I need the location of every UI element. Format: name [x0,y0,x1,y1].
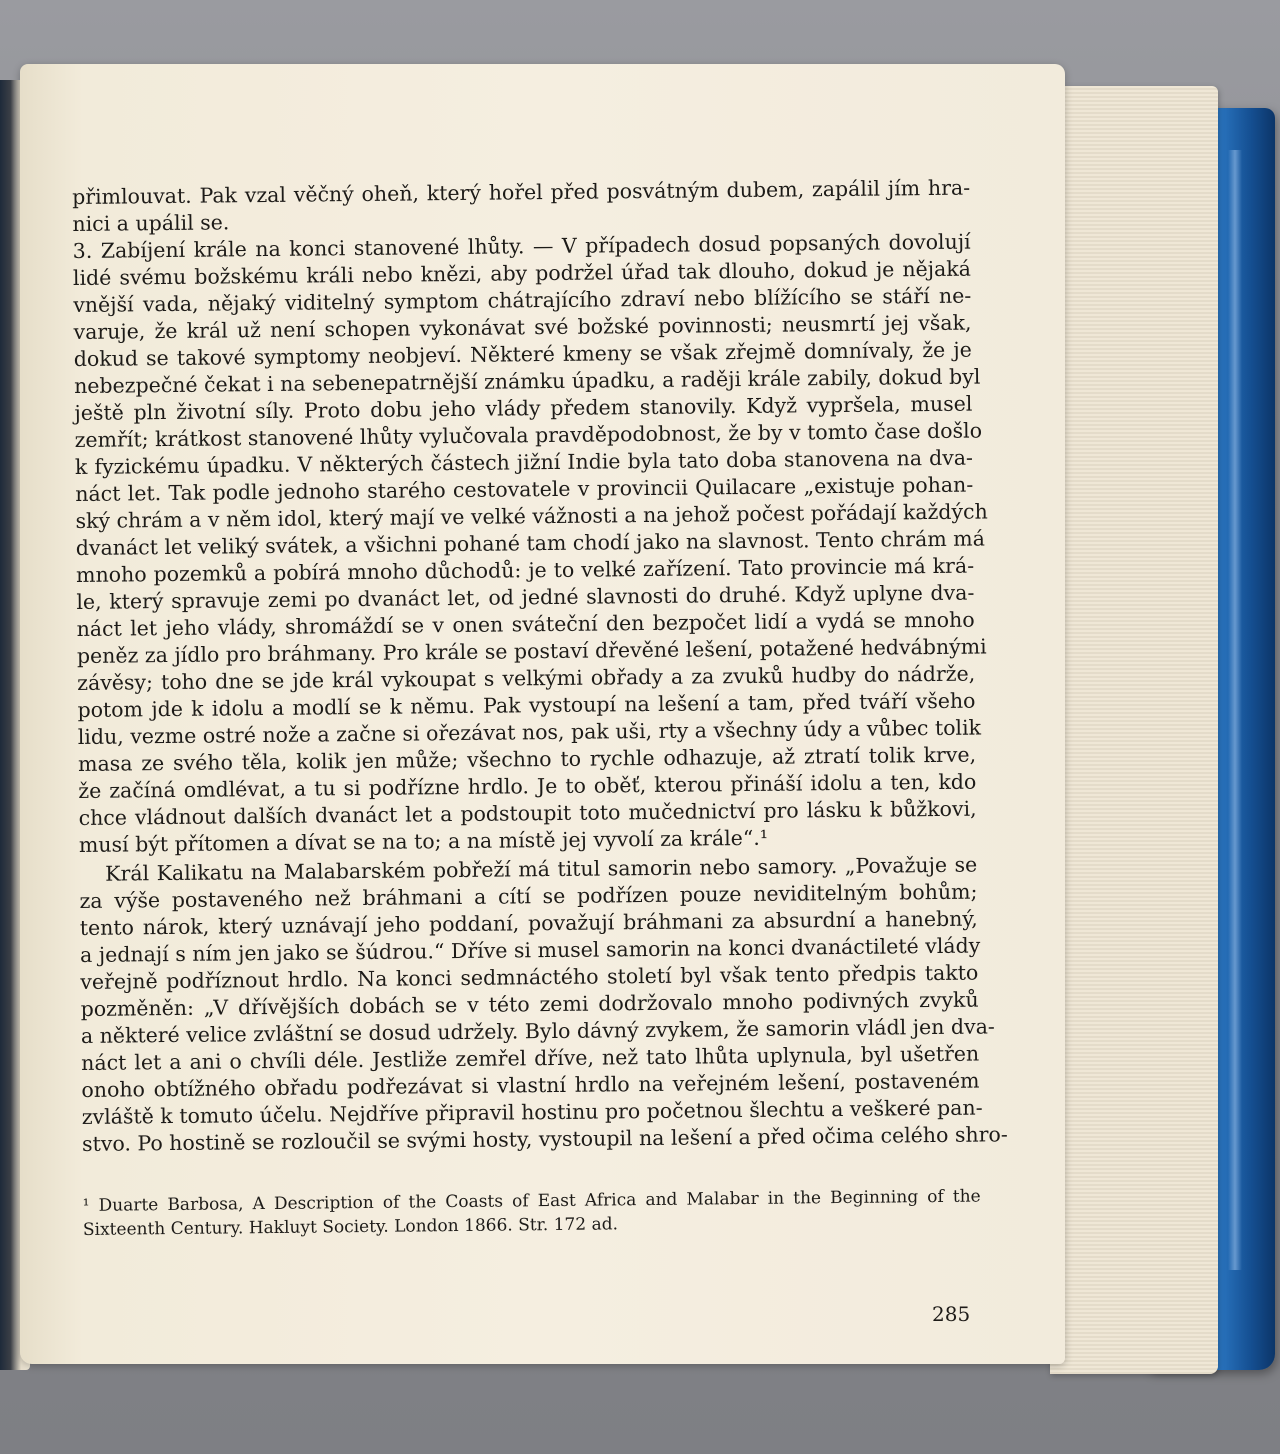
text-line: náct let. Tak podle jednoho starého cestovatele v provincii Quilacare „existuje pohan- [75,472,974,506]
text-line: přimlouvat. Pak vzal věčný oheň, který hořel před posvátným dubem, zapálil jím hra- [72,175,971,209]
text-line: pozměněn: „V dřívějších dobách se v této zemi dodržovalo mnoho podivných zvyků [80,987,979,1021]
text-line: dvanáct let veliký svátek, a všichni pohané tam chodí jako na slavnost. Tento chrám má [75,526,985,560]
text-line: onoho obtížného obřadu podřezávat si vlastní hrdlo na veřejném lešení, postaveném [81,1068,980,1102]
text-line: lidu, vezme ostré nože a začne si ořezávat nos, pak uši, rty a všechny údy a vůbec tolik [77,715,982,749]
page-block-edges [1050,86,1218,1374]
text-line: že začíná omdlévat, a tu si podřízne hrdlo. Je to oběť, kterou přináší idolu a ten, kdo [78,769,977,803]
text-line: a některé velice zvláštní se dosud udržely. Bylo dávný zvykem, že samorin vládl jen dva- [80,1014,995,1048]
footnote-line: ¹ Duarte Barbosa, A Description of the Coasts of East Africa and Malabar in the Beginning of the [82,1186,981,1216]
text-line: a jednají s ním jen jako se šúdrou.“ Dříve si musel samorin na konci dvanáctileté vlády [79,933,981,967]
text-line: zvláště k tomuto účelu. Nejdříve připravil hostinu pro početnou šlechtu a veškeré pan- [81,1095,983,1129]
text-line: náct let jeho vlády, shromáždí se v onen sváteční den bezpočet lidí a vydá se mnoho [76,607,975,641]
text-line: dokud se takové symptomy neobjeví. Některé kmeny se však zřejmě domnívaly, že je [73,337,972,371]
text-line: závěsy; toho dne se jde král vykoupat s velkými obřady a za zvuků hudby do nádrže, [77,661,976,695]
text-line: stvo. Po hostině se rozloučil se svými hosty, vystoupil na lešení a před očima celého shro- [81,1122,1008,1156]
book-page [20,64,1065,1364]
section-heading-line: 3. Zabíjení krále na konci stanovené lhůty. — V případech dosud popsaných dovolují [72,229,971,263]
text-line: ještě pln životní síly. Proto dobu jeho vlády předem stanovily. Když vypršela, musel [74,391,973,425]
paragraph-start-line: Král Kalikatu na Malabarském pobřeží má titul samorin nebo samory. „Považuje se [105,852,978,886]
text-line: lidé svému božskému králi nebo knězi, aby podržel úřad tak dlouho, dokud je nějaká [72,256,972,290]
text-line: k fyzickému úpadku. V některých částech jižní Indie byla tato doba stanovena na dva- [74,445,974,479]
text-line: vnější vada, nějaký viditelný symptom chátrajícího zdraví nebo blížícího se stáří ne- [73,283,972,317]
text-line: tento nárok, který uznávají jeho poddaní, považují bráhmani za absurdní a hanebný, [79,906,978,940]
text-line: chce vládnout dalších dvanáct let a podstoupit toto mučednictví pro lásku k bůžkovi, [78,796,977,830]
text-line: zemřít; krátkost stanovené lhůty vylučovala pravděpodobnost, že by v tomto čase došlo [74,418,983,452]
text-line: za výše postaveného než bráhmani a cítí se podřízen pouze neviditelným bohům; [79,879,978,913]
page-number: 285 [932,1302,971,1326]
text-line: musí být přítomen a dívat se na to; a na místě jej vyvolí za krále“.¹ [78,825,769,857]
text-line: varuje, že král už není schopen vykonávat své božské povinnosti; neusmrtí jej však, [73,310,972,344]
text-line: mnoho pozemků a pobírá mnoho důchodů: je to velké zařízení. Tato provincie má krá- [75,553,975,587]
text-line: le, který spravuje zemi po dvanáct let, od jedné slavnosti do druhé. Když uplyne dva- [76,580,975,614]
text-line: masa ze svého těla, kolik jen může; všechno to rychle odhazuje, až ztratí tolik krve, [77,742,977,776]
text-line: náct let a ani o chvíli déle. Jestliže zemřel dříve, než tato lhůta uplynula, byl ušetřen [81,1041,980,1075]
text-line: nici a upálil se. [72,210,230,236]
text-line: potom jde k idolu a modlí se k němu. Pak vystoupí na lešení a tam, před tváří všeho [77,688,976,722]
footnote-line: Sixteenth Century. Hakluyt Society. London 1866. Str. 172 ad. [82,1214,619,1240]
cover-highlight [1228,150,1242,1270]
text-line: veřejně podříznout hrdlo. Na konci sedmnáctého století byl však tento předpis takto [80,960,979,994]
body-text [72,175,1008,1240]
text-line: ský chrám a v něm idol, který mají ve velké vážnosti a na jehož počest pořádají každých [75,499,988,533]
text-line: nebezpečné čekat i na sebenepatrnější známku úpadku, a raději krále zabily, dokud byl [73,364,981,398]
text-line: peněz za jídlo pro bráhmany. Pro krále se postaví dřevěné lešení, potažené hedvábnými [76,634,987,668]
